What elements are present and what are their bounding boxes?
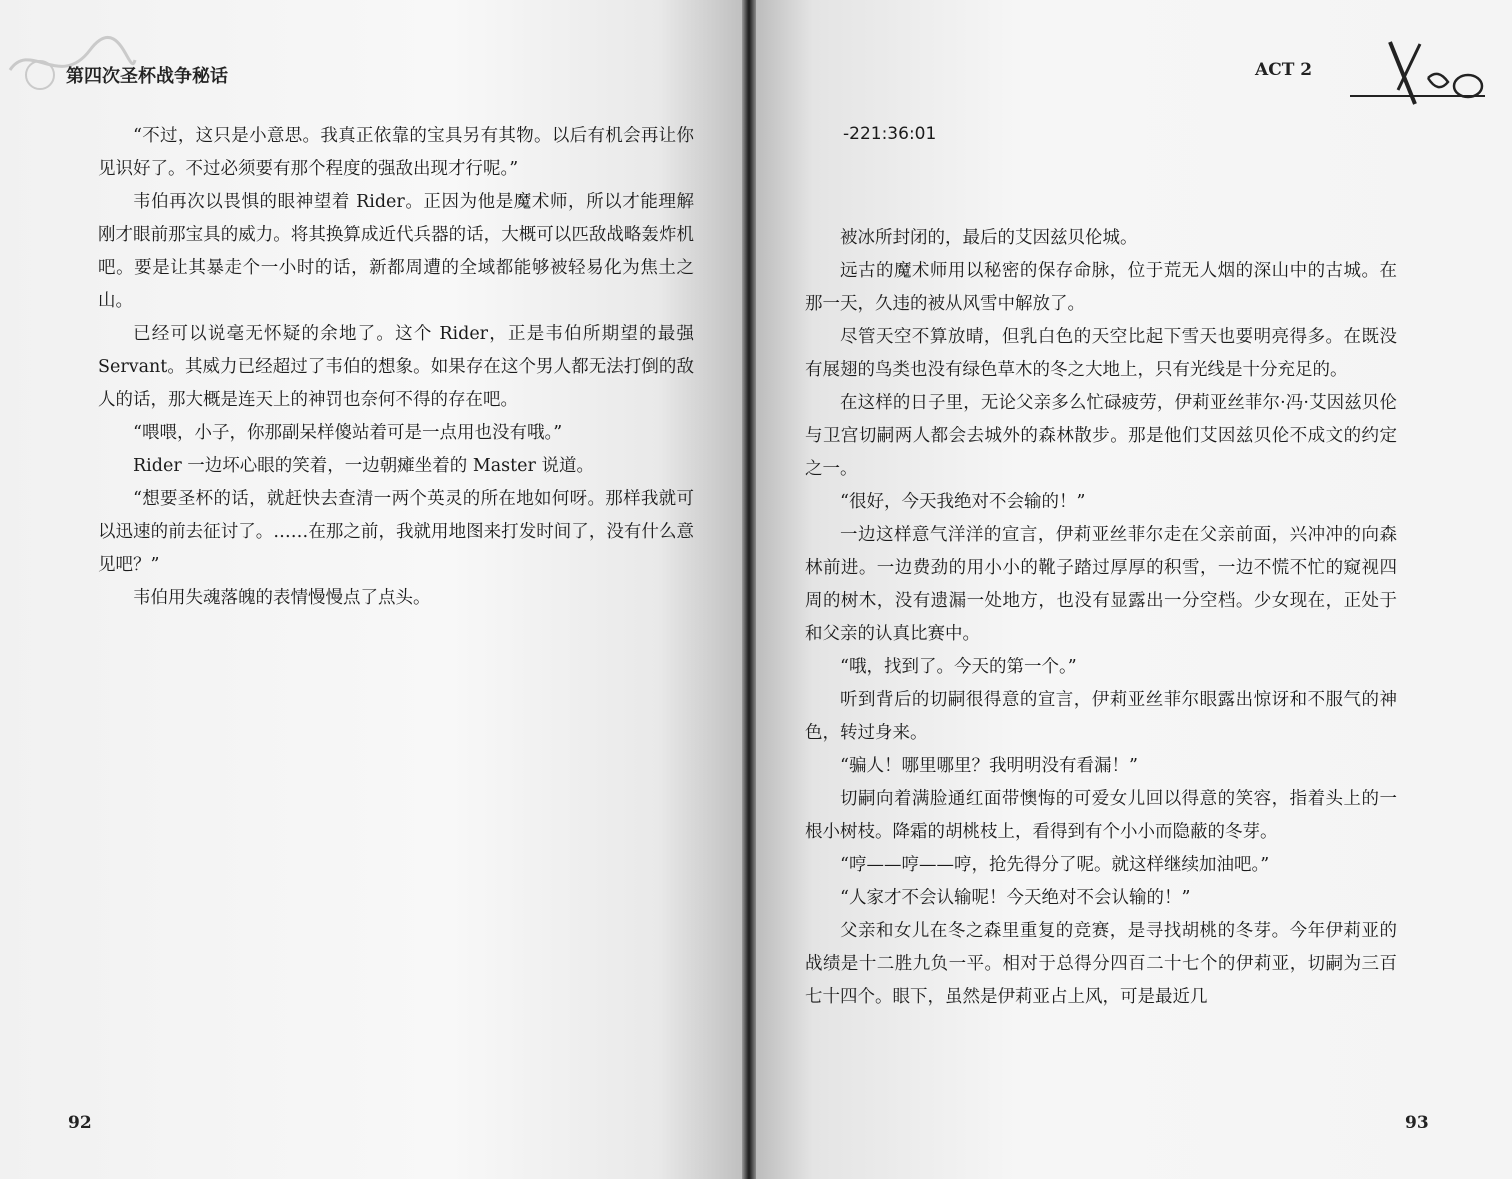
left-body-text	[98, 120, 694, 615]
running-head-act: ACT 2	[1255, 60, 1313, 80]
paragraph: 在这样的日子里，无论父亲多么忙碌疲劳，伊莉亚丝菲尔·冯·艾因兹贝伦与卫宫切嗣两人都会去城外的森林散步。那是他们艾因兹贝伦不成文的约定之一。	[805, 393, 1397, 479]
paragraph: 已经可以说毫无怀疑的余地了。这个 Rider，正是韦伯所期望的最强 Servant。其威力已经超过了韦伯的想象。如果存在这个男人都无法打倒的敌人的话，那大概是连天上的神罚也奈何不得的存在吧。	[98, 324, 694, 410]
paragraph: 切嗣向着满脸通红面带懊悔的可爱女儿回以得意的笑容，指着头上的一根小树枝。降霜的胡桃枝上，看得到有个小小而隐蔽的冬芽。	[805, 789, 1397, 842]
chapter-timestamp: -221:36:01	[843, 124, 937, 144]
paragraph: 韦伯再次以畏惧的眼神望着 Rider。正因为他是魔术师，所以才能理解刚才眼前那宝具的威力。将其换算成近代兵器的话，大概可以匹敌战略轰炸机吧。要是让其暴走个一小时的话，新都周遭的全域都能够被轻易化为焦土之山。	[98, 192, 694, 311]
left-page	[0, 0, 748, 1179]
paragraph: 听到背后的切嗣很得意的宣言，伊莉亚丝菲尔眼露出惊讶和不服气的神色，转过身来。	[805, 690, 1397, 743]
paragraph: 父亲和女儿在冬之森里重复的竞赛，是寻找胡桃的冬芽。今年伊莉亚的战绩是十二胜九负一平。相对于总得分四百二十七个的伊莉亚，切嗣为三百七十四个。眼下，虽然是伊莉亚占上风，可是最近几	[805, 921, 1397, 1007]
paragraph: “很好，今天我绝对不会输的！”	[840, 492, 1086, 512]
paragraph: Rider 一边坏心眼的笑着，一边朝瘫坐着的 Master 说道。	[133, 456, 594, 476]
paragraph: “想要圣杯的话，就赶快去查清一两个英灵的所在地如何呀。那样我就可以迅速的前去征讨了。……在那之前，我就用地图来打发时间了，没有什么意见吧？”	[98, 489, 694, 575]
paragraph: “人家才不会认输呢！今天绝对不会认输的！”	[840, 888, 1191, 908]
paragraph: “不过，这只是小意思。我真正依靠的宝具另有其物。以后有机会再让你见识好了。不过必须要有那个程度的强敌出现才行呢。”	[98, 126, 694, 179]
paragraph: 韦伯用失魂落魄的表情慢慢点了点头。	[133, 588, 431, 608]
right-body-text	[805, 222, 1397, 1014]
paragraph: “骗人！哪里哪里？我明明没有看漏！”	[840, 756, 1138, 776]
paragraph: 一边这样意气洋洋的宣言，伊莉亚丝菲尔走在父亲前面，兴冲冲的向森林前进。一边费劲的用小小的靴子踏过厚厚的积雪，一边不慌不忙的窥视四周的树木，没有遗漏一处地方，也没有显露出一分空档。少女现在，正处于和父亲的认真比赛中。	[805, 525, 1397, 644]
paragraph: “哦，找到了。今天的第一个。”	[840, 657, 1077, 677]
paragraph: 尽管天空不算放晴，但乳白色的天空比起下雪天也要明亮得多。在既没有展翅的鸟类也没有绿色草木的冬之大地上，只有光线是十分充足的。	[805, 327, 1397, 380]
paragraph: “喂喂，小子，你那副呆样傻站着可是一点用也没有哦。”	[133, 423, 563, 443]
running-head: 第四次圣杯战争秘话	[66, 66, 228, 87]
paragraph: “哼——哼——哼，抢先得分了呢。就这样继续加油吧。”	[840, 855, 1270, 875]
book-gutter	[742, 0, 756, 1179]
page-number: 93	[1405, 1113, 1429, 1133]
page-number: 92	[68, 1113, 92, 1133]
paragraph: 远古的魔术师用以秘密的保存命脉，位于荒无人烟的深山中的古城。在那一天，久违的被从风雪中解放了。	[805, 261, 1397, 314]
paragraph: 被冰所封闭的，最后的艾因兹贝伦城。	[840, 228, 1138, 248]
